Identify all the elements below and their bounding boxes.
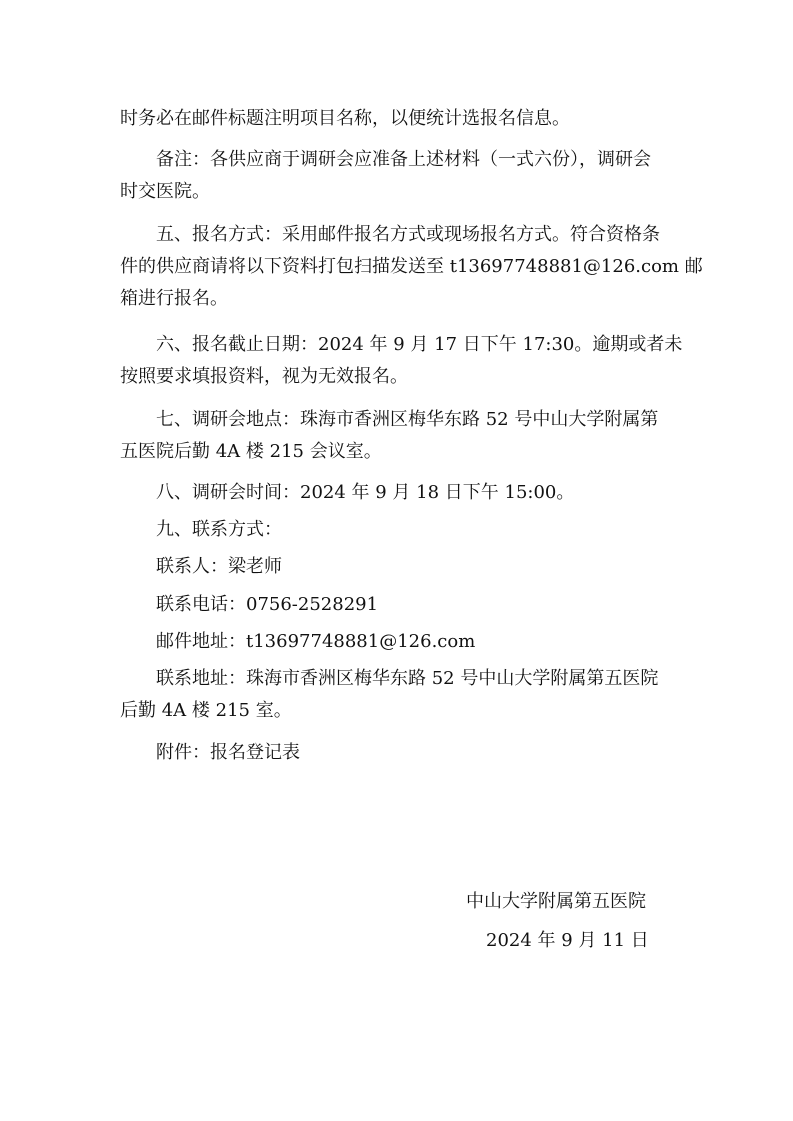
paragraph-meeting-time bbox=[120, 477, 680, 509]
text-line: 五医院后勤 4A 楼 215 会议室。 bbox=[120, 441, 382, 462]
paragraph-contact-address bbox=[120, 663, 680, 727]
text-line: 件的供应商请将以下资料打包扫描发送至 t13697748881@126.com 邮 bbox=[120, 256, 703, 277]
paragraph-title-note bbox=[120, 103, 680, 135]
paragraph-deadline bbox=[120, 329, 683, 393]
text-line: 附件：报名登记表 bbox=[156, 742, 300, 763]
signature-date: 2024 年 9 月 11 日 bbox=[486, 930, 649, 951]
text-line: 邮件地址：t13697748881@126.com bbox=[156, 631, 476, 652]
text-line: 备注：各供应商于调研会应准备上述材料（一式六份），调研会 bbox=[156, 149, 651, 170]
paragraph-registration-method bbox=[120, 219, 703, 315]
text-line: 时交医院。 bbox=[120, 181, 210, 202]
text-line: 九、联系方式： bbox=[156, 519, 282, 540]
paragraph-meeting-location bbox=[120, 404, 680, 468]
text-line: 六、报名截止日期：2024 年 9 月 17 日下午 17:30。逾期或者未 bbox=[156, 334, 683, 355]
text-line: 联系电话：0756-2528291 bbox=[156, 594, 379, 615]
paragraph-remark bbox=[120, 144, 680, 208]
text-line: 箱进行报名。 bbox=[120, 288, 228, 309]
text-line: 按照要求填报资料，视为无效报名。 bbox=[120, 366, 408, 387]
signature-organization: 中山大学附属第五医院 bbox=[466, 891, 646, 912]
paragraph-contact-heading bbox=[120, 514, 680, 546]
paragraph-contact-email bbox=[120, 626, 680, 658]
text-line: 后勤 4A 楼 215 室。 bbox=[120, 700, 292, 721]
text-line: 五、报名方式：采用邮件报名方式或现场报名方式。符合资格条 bbox=[156, 224, 660, 245]
paragraph-contact-person bbox=[120, 551, 680, 583]
text-line: 联系人：梁老师 bbox=[156, 556, 282, 577]
text-line: 七、调研会地点：珠海市香洲区梅华东路 52 号中山大学附属第 bbox=[156, 409, 659, 430]
paragraph-attachment bbox=[120, 737, 680, 769]
paragraph-contact-phone bbox=[120, 589, 680, 621]
text-line: 联系地址：珠海市香洲区梅华东路 52 号中山大学附属第五医院 bbox=[156, 668, 659, 689]
text-line: 时务必在邮件标题注明项目名称，以便统计选报名信息。 bbox=[120, 108, 570, 129]
text-line: 八、调研会时间：2024 年 9 月 18 日下午 15:00。 bbox=[156, 482, 575, 503]
